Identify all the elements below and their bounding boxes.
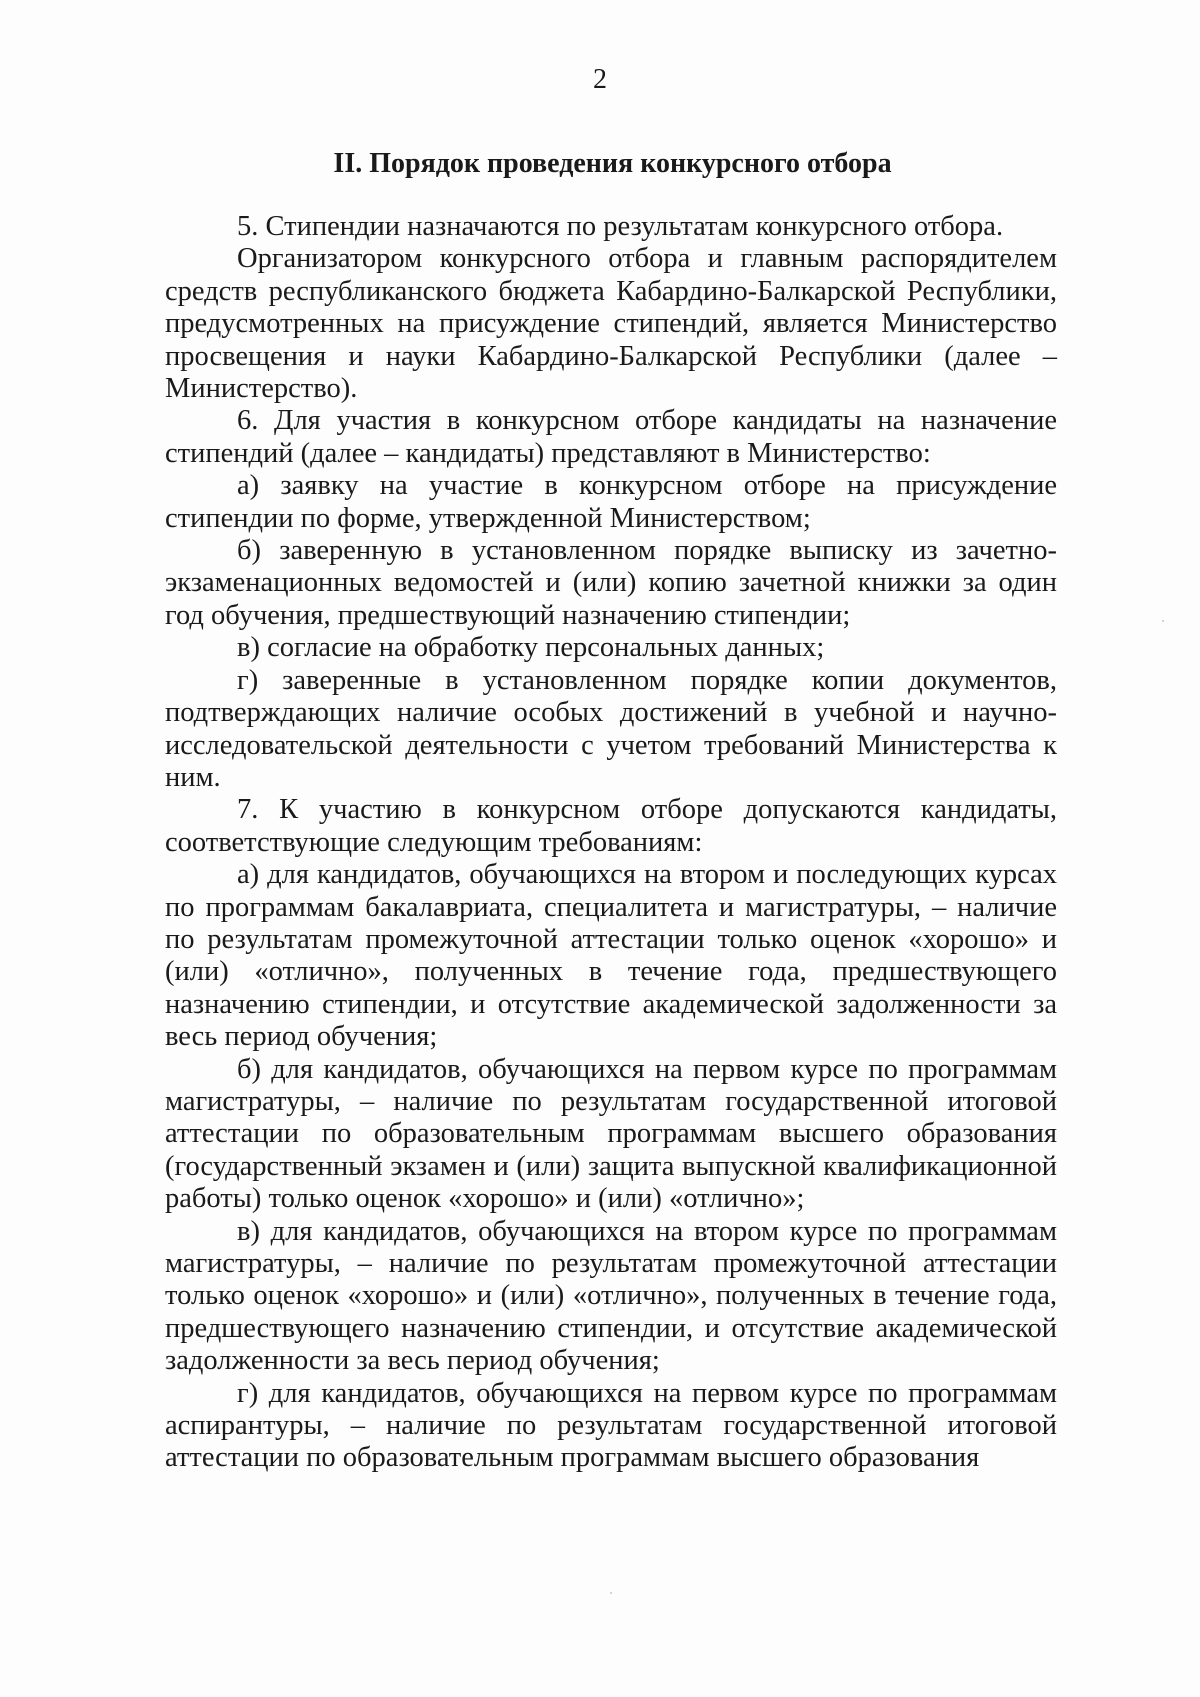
paragraph-6: 6. Для участия в конкурсном отборе кандидаты на назначение стипендий (далее – кандидаты) представляют в Министерство: [165,405,1057,469]
list-item-6b: б) заверенную в установленном порядке выписку из зачетно-экзаменационных ведомостей и (или) копию зачетной книжки за один год обучения, предшествующий назначению стипендии; [165,535,1057,631]
scan-speck [1162,620,1164,622]
list-item-6v: в) согласие на обработку персональных данных; [237,632,825,664]
list-item-7v: в) для кандидатов, обучающихся на втором курсе по программам магистратуры, – наличие по результатам промежуточной аттестации только оценок «хорошо» и (или) «отлично», полученных в течение года, предшествующего назначению стипендии, и отсутствие академической задолженности за весь период обучения; [165,1215,1057,1377]
list-item-7a: а) для кандидатов, обучающихся на втором и последующих курсах по программам бакалавриата, специалитета и магистратуры, – наличие по результатам промежуточной аттестации только оценок «хорошо» и (или) «отлично», полученных в течение года, предшествующего назначению стипендии, и отсутствие академической задолженности за весь период обучения; [165,859,1057,1053]
scan-speck [610,1592,612,1594]
page-number: 2 [593,64,607,95]
list-item-6a: а) заявку на участие в конкурсном отборе на присуждение стипендии по форме, утвержденной Министерством; [165,470,1057,534]
list-item-6g: г) заверенные в установленном порядке копии документов, подтверждающих наличие особых достижений в учебной и научно-исследовательской деятельности с учетом требований Министерства к ним. [165,664,1057,793]
document-body [165,211,1057,1475]
list-item-7g: г) для кандидатов, обучающихся на первом курсе по программам аспирантуры, – наличие по результатам государственной итоговой аттестации по образовательным программам высшего образования [165,1377,1057,1474]
list-item-7b: б) для кандидатов, обучающихся на первом курсе по программам магистратуры, – наличие по результатам государственной итоговой аттестации по образовательным программам высшего образования (государственный экзамен и (или) защита выпускной квалификационной работы) только оценок «хорошо» и (или) «отлично»; [165,1053,1057,1215]
paragraph-5: 5. Стипендии назначаются по результатам конкурсного отбора. [237,211,1004,242]
paragraph-7: 7. К участию в конкурсном отборе допускаются кандидаты, соответствующие следующим требованиям: [165,794,1057,858]
paragraph-organizer: Организатором конкурсного отбора и главным распорядителем средств республиканского бюджета Кабардино-Балкарской Республики, предусмотренных на присуждение стипендий, является Министерство просвещения и науки Кабардино-Балкарской Республики (далее – Министерство). [165,243,1057,405]
section-heading: II. Порядок проведения конкурсного отбора [333,148,892,179]
